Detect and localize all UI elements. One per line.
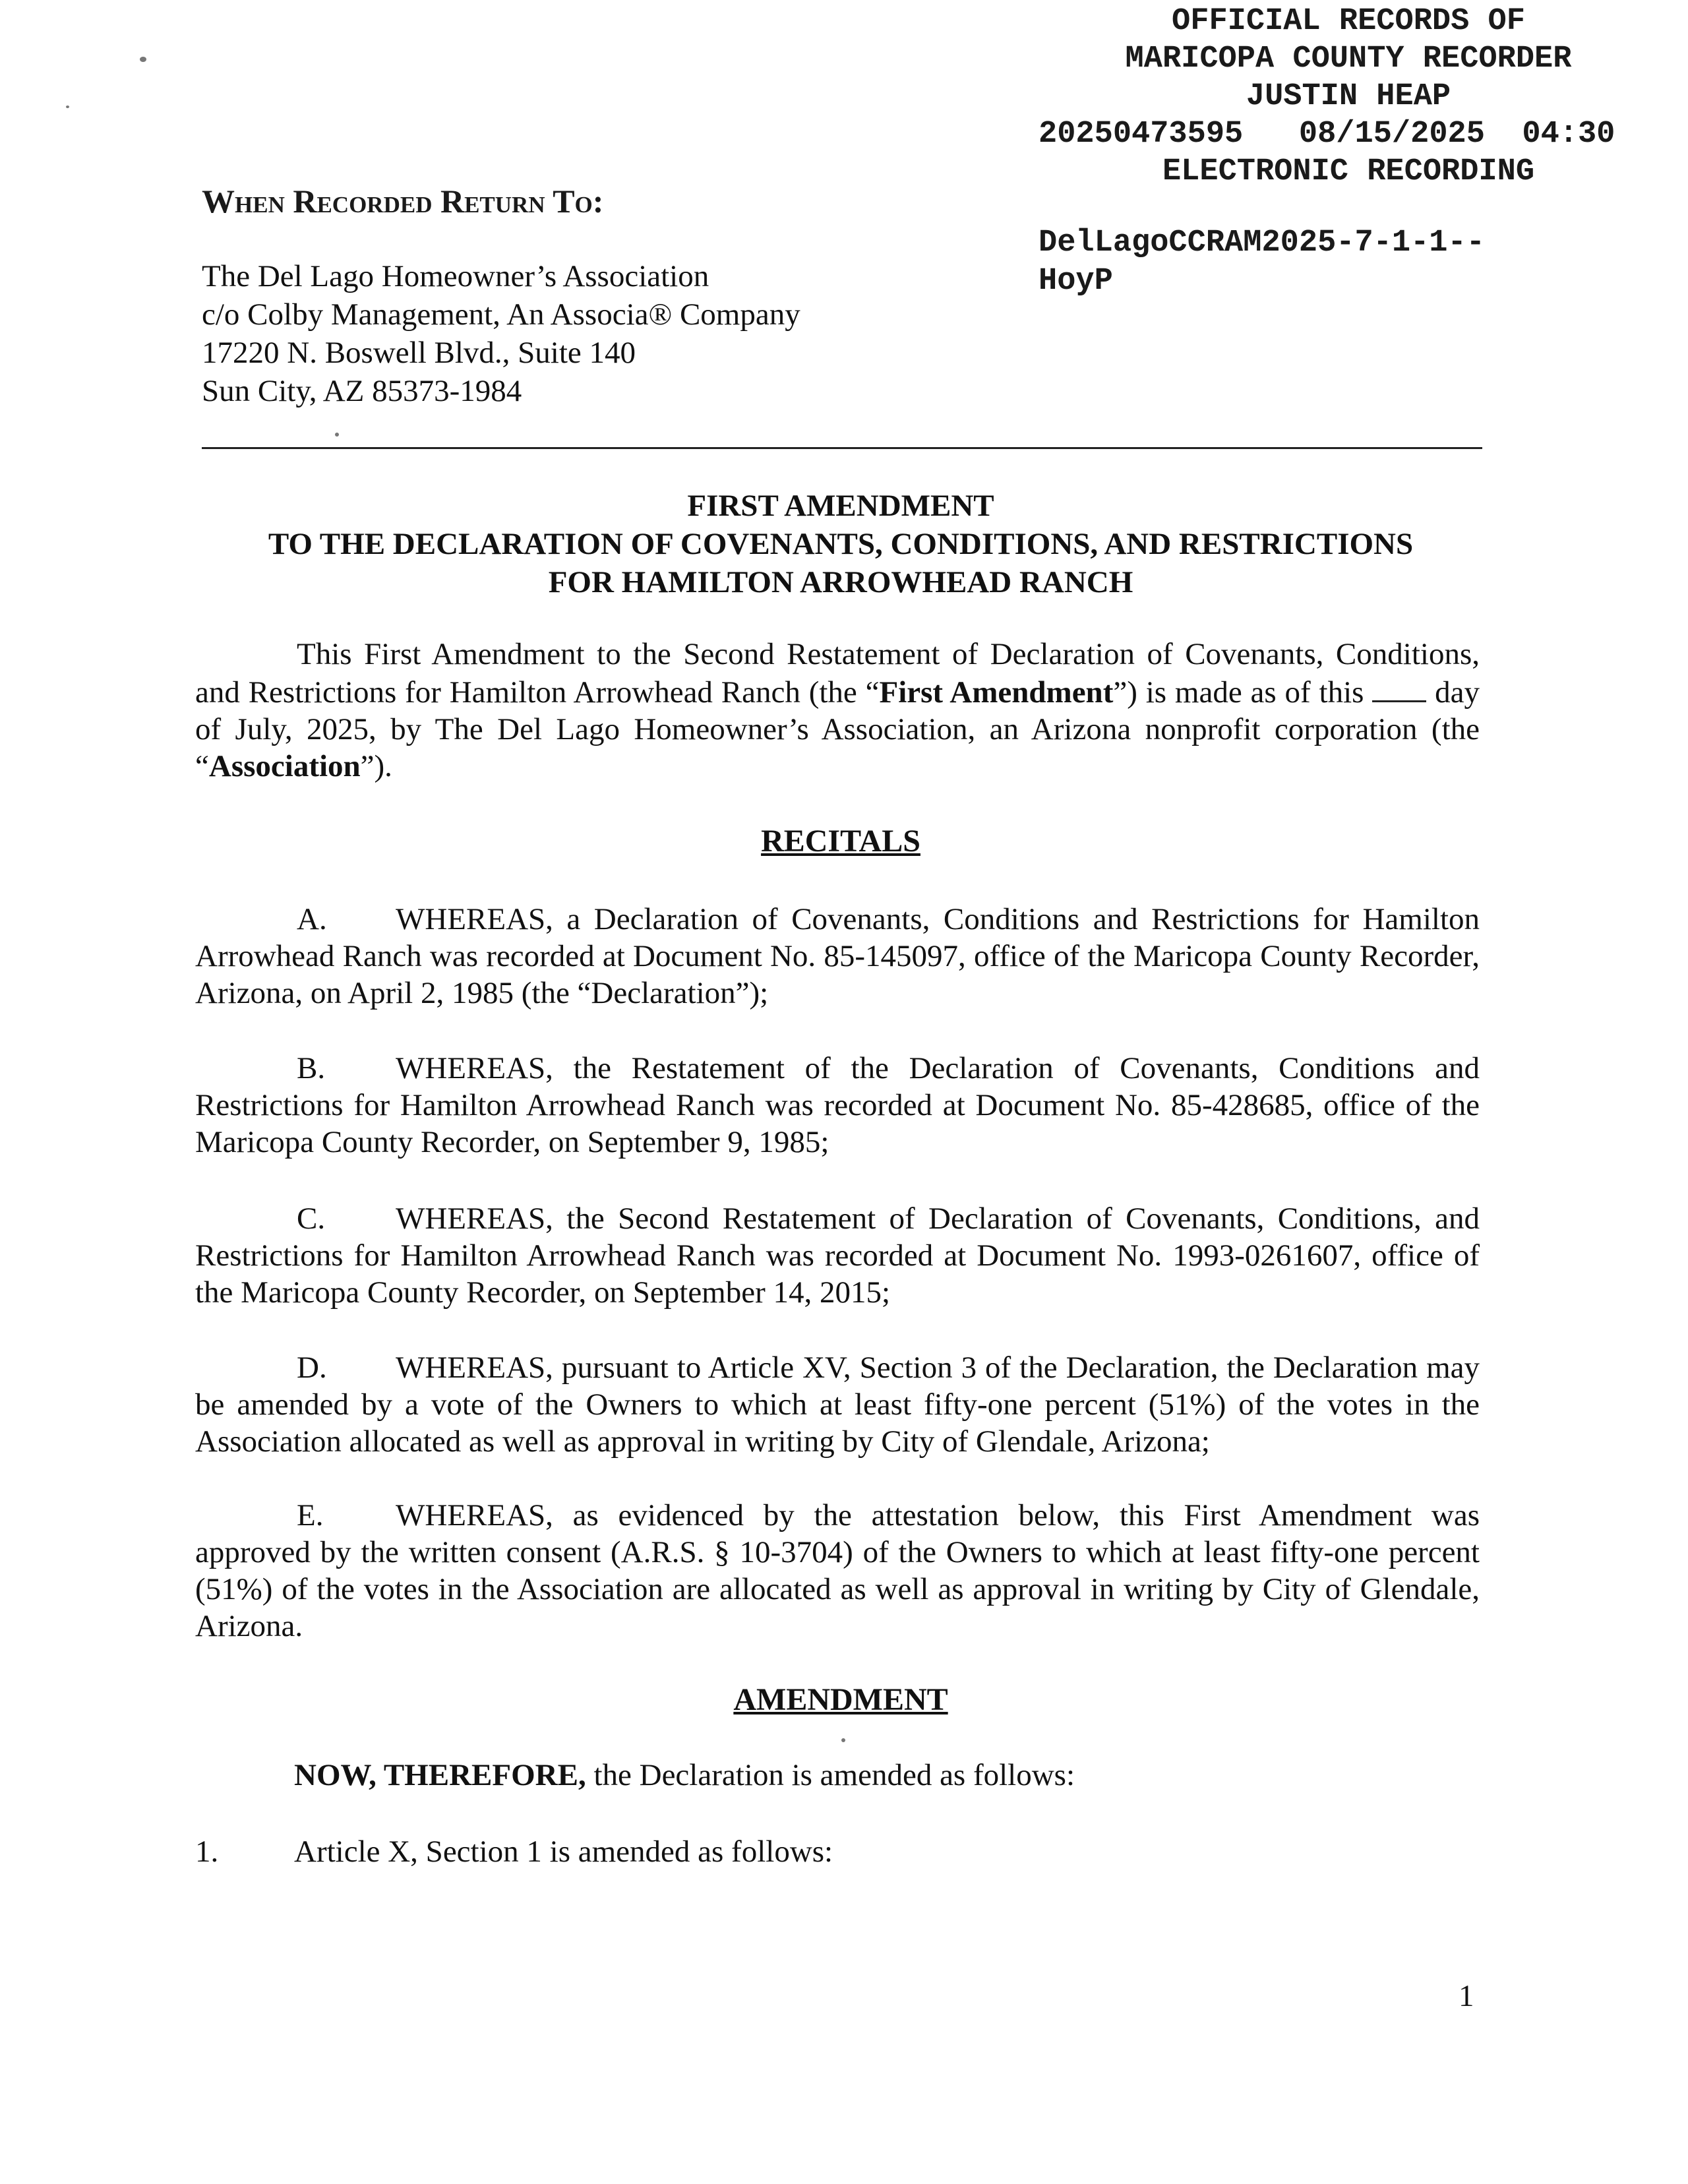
recital-c — [195, 1200, 1480, 1311]
scan-speck — [66, 106, 69, 108]
title-line: FIRST AMENDMENT — [687, 489, 994, 523]
recital-letter: E. — [297, 1498, 324, 1532]
item-text: Article X, Section 1 is amended as follows: — [294, 1835, 833, 1869]
recital-text: WHEREAS, a Declaration of Covenants, Conditions and Restrictions for Hamilton Arrowhead Ranch was recorded at Document No. 85-145097, office of the Maricopa County Recorder, Arizona, on April 2, 1985 (the “Declaration”); — [195, 902, 1480, 1010]
document-id-line: HoyP — [1039, 264, 1113, 299]
stamp-line: MARICOPA COUNTY RECORDER — [1125, 42, 1572, 76]
title-line: TO THE DECLARATION OF COVENANTS, CONDITIONS, AND RESTRICTIONS — [268, 527, 1414, 561]
address-line: The Del Lago Homeowner’s Association — [202, 259, 709, 293]
amendment-heading: AMENDMENT — [733, 1682, 948, 1717]
intro-paragraph: This First Amendment to the Second Restatement of Declaration of Covenants, Conditions, and Restrictions for Hamilton Arrowhead Ranch (the “First Amendment”) is made as of this day of July, 2025, by The Del Lago Homeowner’s Association, an Arizona nonprofit corporation (the “Association”). — [195, 637, 1480, 783]
document-id — [1039, 224, 1485, 301]
recital-text: WHEREAS, the Restatement of the Declaration of Covenants, Conditions and Restrictions for Hamilton Arrowhead Ranch was recorded at Document No. 85-428685, office of the Maricopa County Recorder, on September 9, 1985; — [195, 1051, 1480, 1159]
recital-b — [195, 1050, 1480, 1161]
document-id-line: DelLagoCCRAM2025-7-1-1-- — [1039, 226, 1485, 260]
document-title — [198, 487, 1484, 601]
recital-d — [195, 1349, 1480, 1460]
recital-text: WHEREAS, pursuant to Article XV, Section 3 of the Declaration, the Declaration may be amended by a vote of the Owners to which at least fifty-one percent (51%) of the votes in the Association allocated as well as approval in writing by City of Glendale, Arizona; — [195, 1350, 1480, 1459]
recital-letter: C. — [297, 1201, 326, 1236]
scan-speck — [140, 57, 146, 62]
recital-text: WHEREAS, the Second Restatement of Declaration of Covenants, Conditions, and Restrictions for Hamilton Arrowhead Ranch was recorded at Document No. 1993-0261607, office of the Maricopa County Recorder, on September 14, 2015; — [195, 1201, 1480, 1310]
return-to-heading: When Recorded Return To: — [202, 183, 604, 220]
recital-a — [195, 901, 1480, 1012]
amendment-item-1 — [195, 1833, 1382, 1870]
recorder-stamp — [1039, 3, 1658, 191]
scan-speck — [841, 1738, 845, 1742]
recital-e — [195, 1497, 1480, 1645]
stamp-document-number: 20250473595 — [1039, 117, 1244, 152]
recital-letter: D. — [297, 1350, 327, 1385]
recital-text: WHEREAS, as evidenced by the attestation below, this First Amendment was approved by the written consent (A.R.S. § 10-3704) of the Owners to which at least fifty-one percent (51%) of the votes in the Association are allocated as well as approval in writing by City of Glendale, Arizona. — [195, 1498, 1480, 1643]
stamp-record-line — [1039, 115, 1658, 153]
stamp-line: OFFICIAL RECORDS OF — [1172, 4, 1525, 39]
defined-term: First Amendment — [879, 675, 1114, 710]
page-number: 1 — [1459, 1979, 1474, 2013]
scan-speck — [335, 433, 339, 437]
stamp-date: 08/15/2025 — [1298, 117, 1485, 152]
stamp-recording-type: ELECTRONIC RECORDING — [1162, 154, 1535, 189]
date-blank — [1372, 673, 1426, 702]
stamp-line: JUSTIN HEAP — [1246, 79, 1451, 114]
recital-letter: A. — [297, 902, 327, 936]
header-divider — [202, 447, 1482, 449]
recital-letter: B. — [297, 1051, 326, 1085]
defined-term: Association — [208, 749, 361, 783]
now-therefore-clause: NOW, THEREFORE, the Declaration is amended as follows: — [294, 1758, 1075, 1792]
title-line: FOR HAMILTON ARROWHEAD RANCH — [548, 565, 1133, 599]
address-line: Sun City, AZ 85373-1984 — [202, 374, 522, 408]
item-number: 1. — [195, 1835, 219, 1869]
address-line: c/o Colby Management, An Associa® Company — [202, 297, 800, 332]
recitals-heading: RECITALS — [761, 824, 920, 859]
stamp-time: 04:30 — [1522, 117, 1615, 152]
address-line: 17220 N. Boswell Blvd., Suite 140 — [202, 336, 636, 370]
return-to-address — [202, 257, 800, 410]
